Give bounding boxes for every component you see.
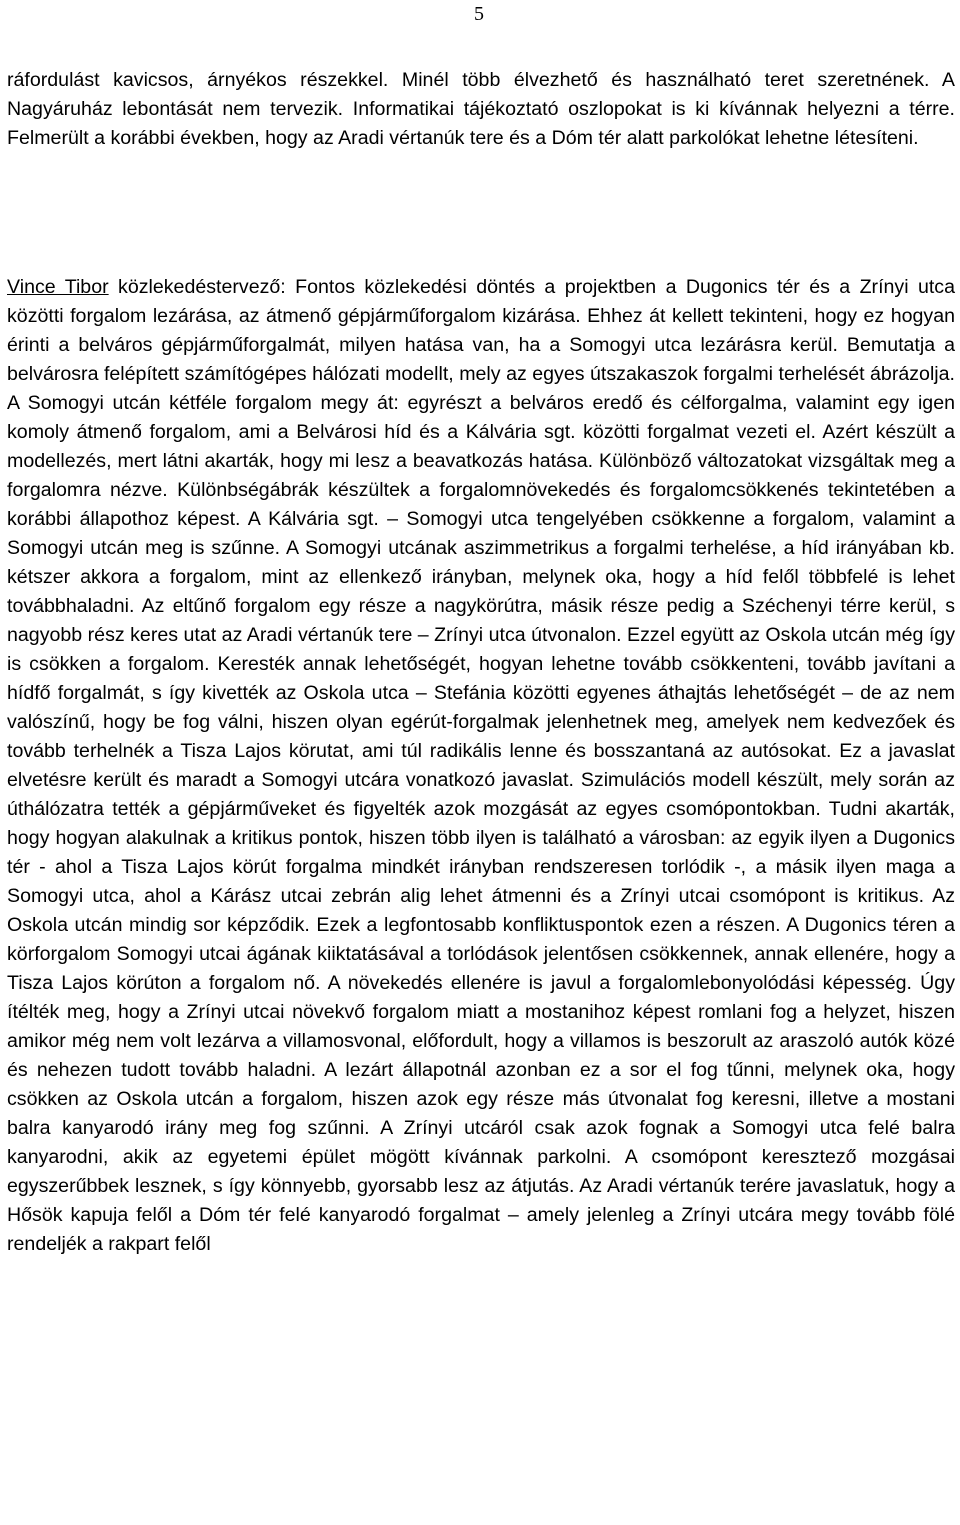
page-number: 5 [474,3,484,25]
speaker-statement-text: közlekedéstervező: Fontos közlekedési döntés a projektben a Dugonics tér és a Zrínyi utca közötti forgalom lezárása, az átmenő gépjárműforgalom kizárása. Ehhez át kellett tekinteni, hogy ez hogyan érinti a belváros gépjárműforgalmát, milyen hatása van, ha a Somogyi utca lezárásra kerül. Bemutatja a belvárosra felépített számítógépes hálózati modellt, mely az egyes útszakaszok forgalmi terhelését ábrázolja. A Somogyi utcán kétféle forgalom megy át: egyrészt a belváros eredő és célforgalma, valamint egy igen komoly átmenő forgalom, ami a Belvárosi híd és a Kálvária sgt. közötti forgalmat vezeti el. Azért készült a modellezés, mert látni akarták, hogy mi lesz a beavatkozás hatása. Különböző változatokat vizsgáltak meg a forgalomra nézve. Különbségábrák készültek a forgalomnövekedés és forgalomcsökkenés tekintetében a korábbi állapothoz képest. A Kálvária sgt. – Somogyi utca tengelyében csökkenne a forgalom, valamint a Somogyi utcán meg is szűnne. A Somogyi utcának aszimmetrikus a forgalmi terhelése, a híd irányában kb. kétszer akkora a forgalom, mint az ellenkező irányban, melynek oka, hogy a híd felől többfelé is lehet továbbhaladni. Az eltűnő forgalom egy része a nagykörútra, másik része pedig a Széchenyi térre kerül, s nagyobb rész keres utat az Aradi vértanúk tere – Zrínyi utca útvonalon. Ezzel együtt az Oskola utcán még így is csökken a forgalom. Keresték annak lehetőségét, hogyan lehetne tovább csökkenteni, tovább javítani a hídfő forgalmát, s így kivették az Oskola utca – Stefánia közötti egyenes áthajtás lehetőségét – de az nem valószínű, hogy be fog válni, hiszen olyan egérút-forgalmak jelenhetnek meg, amelyek nem kedvezőek és tovább terhelnék a Tisza Lajos körutat, ami túl radikális lenne és bosszantaná az autósokat. Ez a javaslat elvetésre került és maradt a Somogyi utcára vonatkozó javaslat. Szimulációs modell készült, mely során az úthálózatra tették a gépjárműveket és figyelték azok mozgását az egyes csomópontokban. Tudni akarták, hogy hogyan alakulnak a kritikus pontok, hiszen több ilyen is található a városban: az egyik ilyen a Dugonics tér - ahol a Tisza Lajos körút forgalma mindkét irányban rendszeresen torlódik -, a másik ilyen maga a Somogyi utca, ahol a Kárász utcai zebrán alig lehet átmenni és a Zrínyi utcai csomópont is kritikus. Az Oskola utcán mindig sor képződik. Ezek a legfontosabb konfliktuspontok ezen a részen. A Dugonics téren a körforgalom Somogyi utcai ágának kiiktatásával a torlódások jelentősen csökkennek, annak ellenére, hogy a Tisza Lajos körúton a forgalom nő. A növekedés ellenére is javul a forgalomlebonyolódási képesség. Úgy ítélték meg, hogy a Zrínyi utcai növekvő forgalom miatt a mostanihoz képest romlani fog a helyzet, hiszen amikor még nem volt lezárva a villamosvonal, előfordult, hogy a villamos is beszorult az araszoló autók közé és nehezen tudott tovább haladni. A lezárt állapotnál azonban ez a sor el fog tűnni, melynek oka, hogy csökken az Oskola utcán a forgalom, hiszen azok egy része más útvonalat fog keresni, illetve a mostani balra kanyarodó irány meg fog szűnni. A Zrínyi utcáról csak azok fognak a Somogyi utca felé balra kanyarodni, akik az egyetemi épület mögött kívánnak parkolni. A csomópont keresztező mozgásai egyszerűbbek lesznek, s így könnyebb, gyorsabb lesz az átjutás. Az Aradi vértanúk terére javaslatuk, hogy a Hősök kapuja felől a Dóm tér felé kanyarodó forgalmat – amely jelenleg a Zrínyi utcára megy tovább fölé rendeljék a rakpart felől [7,276,956,1255]
paragraph-intro-text: ráfordulást kavicsos, árnyékos részekkel. Minél több élvezhető és használható teret szeretnének. A Nagyáruház lebontását nem tervezik. Informatikai tájékoztató oszlopokat is ki kívánnak helyezni a térre. Felmerült a korábbi években, hogy az Aradi vértanúk tere és a Dóm tér alatt parkolókat lehetne létesíteni. [7,69,955,149]
paragraph-speaker-statement [7,273,955,1259]
speaker-name: Vince Tibor [7,276,109,298]
paragraph-intro [7,66,955,153]
